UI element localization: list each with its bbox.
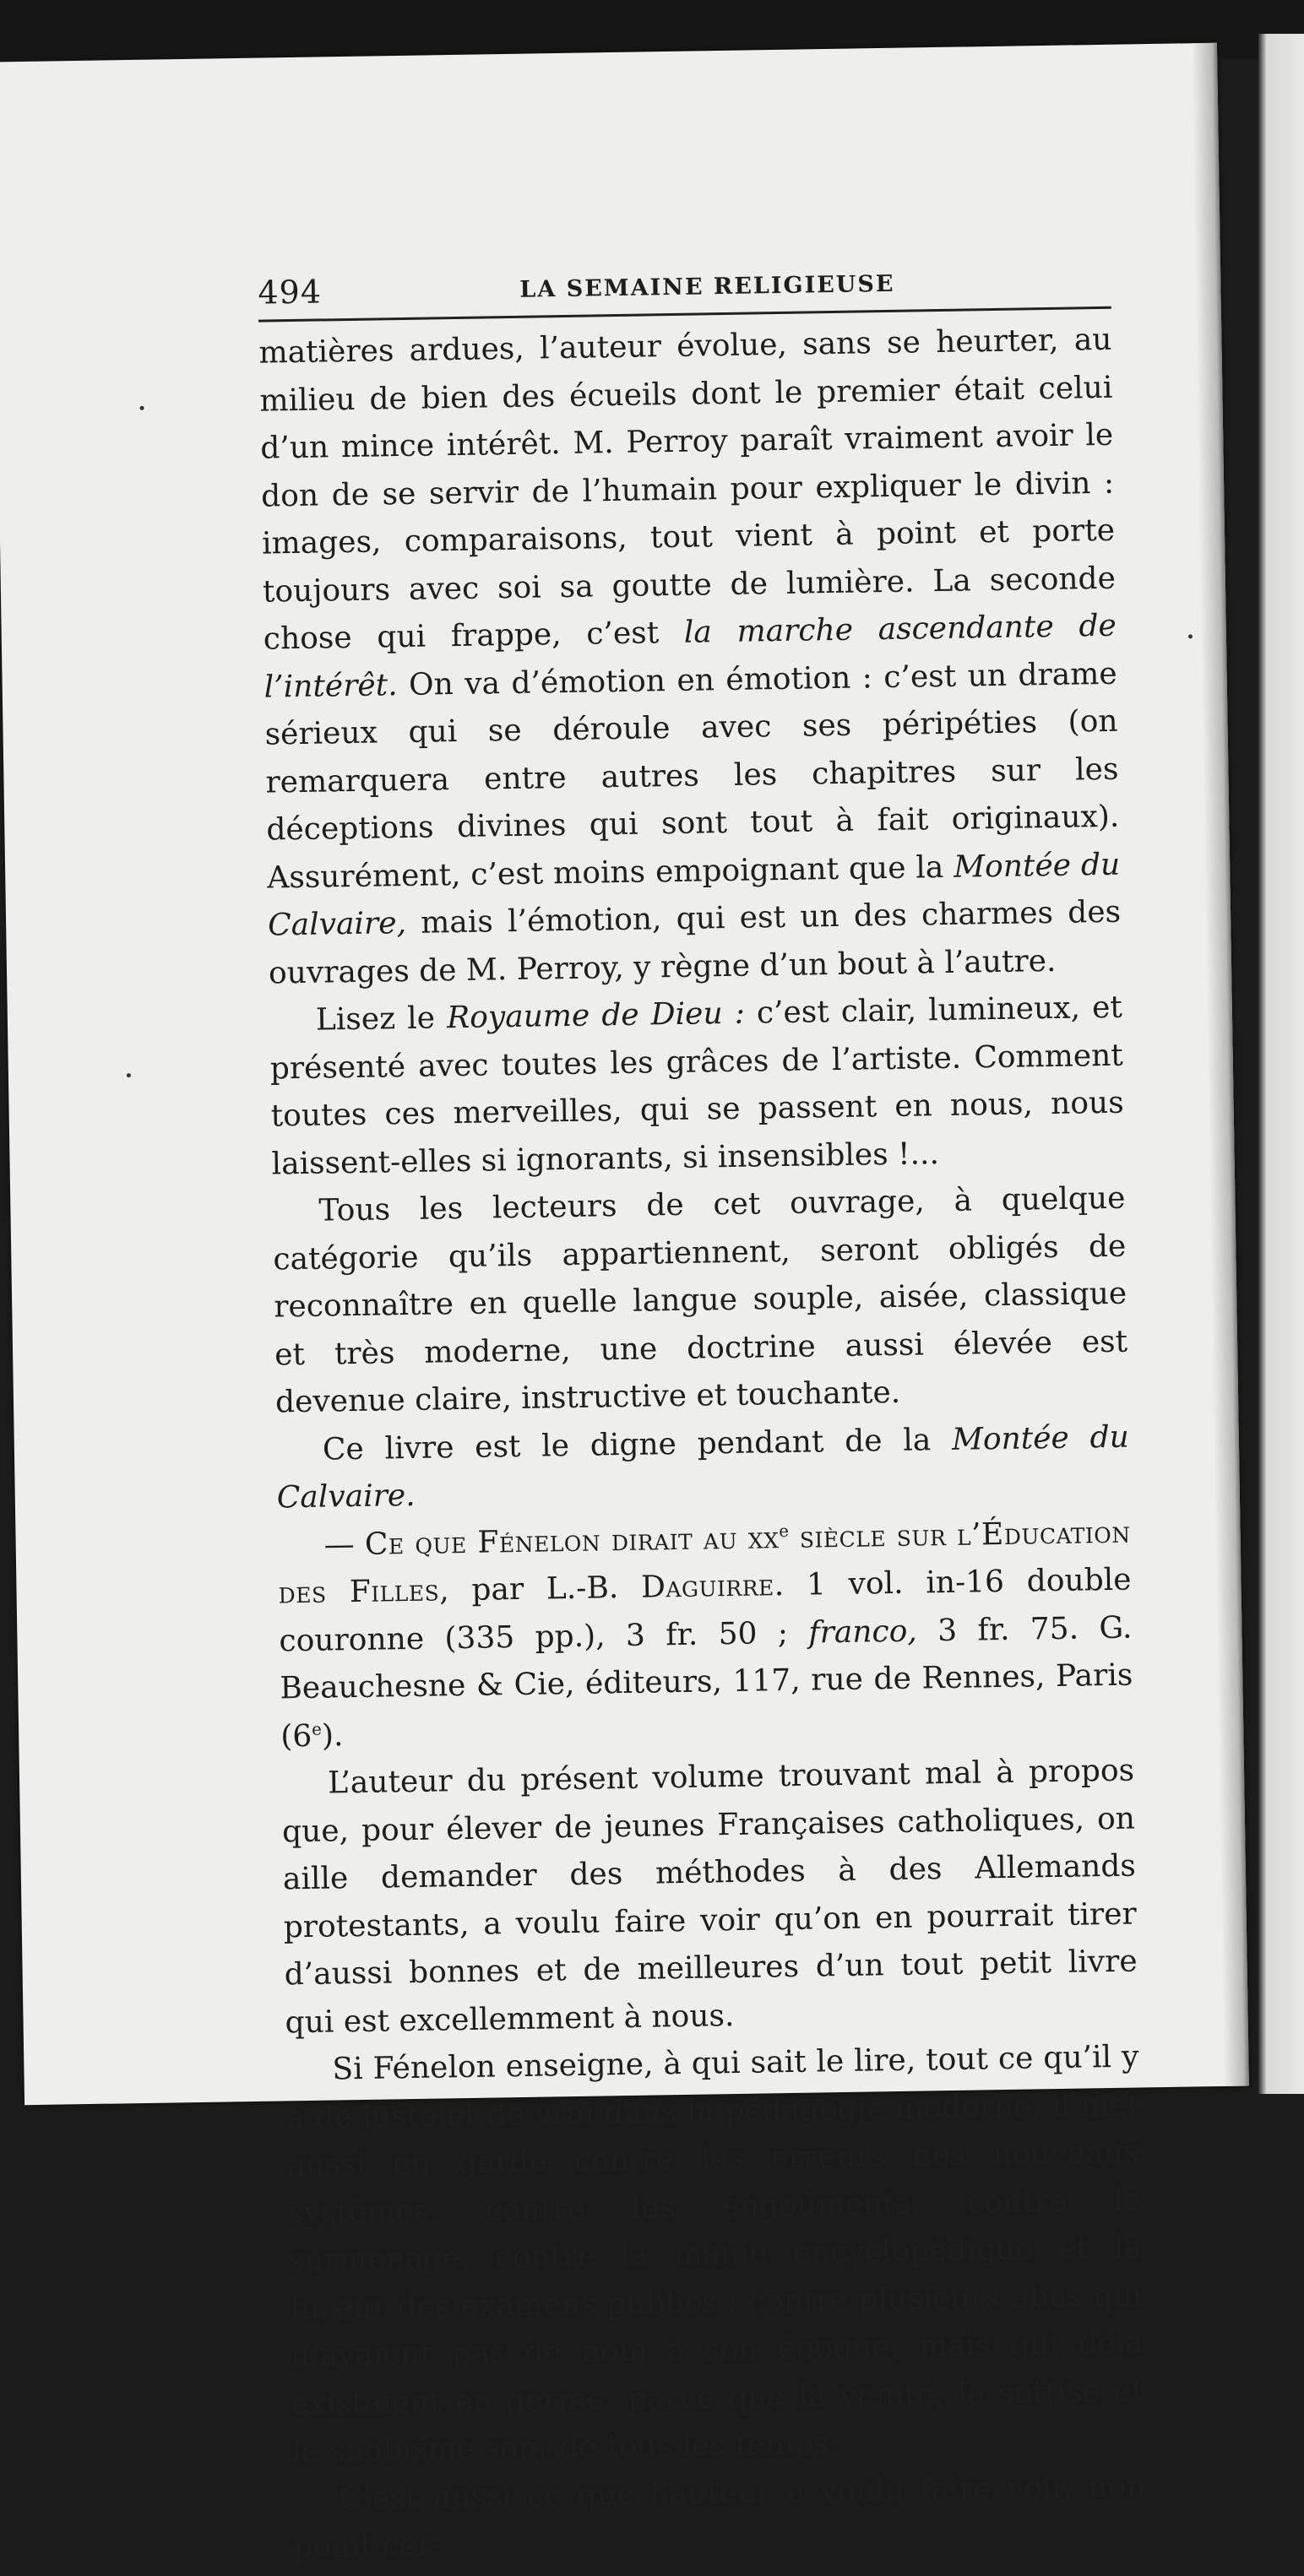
superscript: e [779,1521,790,1541]
text-run: Si Fénelon enseigne, à qui sait le lire, tout ce qu’il y a de juste et de vrai dans la pédagogie moderne, il met aussi en garde contre les erreurs des nouveaux systèmes, contre les engoûments, contre le surmenage, contre la manie encyclopédique et la fureur des examens publics ; contre plusieurs abus qui n’avaient pas de nom à son époque, mais qui déjà existaient en germe, parce que la vanité, la sottise et le snobisme sont de tous les temps. [286,2039,1144,2470]
text-run: . 1 vol. in-16 double couronne (335 pp.), 3 fr. 50 ; [279,1562,1132,1658]
italic-text: la marche ascendante de l’intérêt. [264,608,1117,705]
smallcaps-text: Ce que Fénelon dirait au xx [364,1520,780,1562]
paragraph [292,2463,1147,2572]
page-shadow-edge [1192,43,1249,2086]
text-run: c’est clair, lumineux, et présenté avec toutes les grâces de l’artiste. Comment toutes ces merveilles, qui se passent en nous, nous laissent-elles si ignorants, si insensibles !... [269,990,1124,1182]
text-run: matières ardues, l’auteur évolue, sans se heurter, au milieu de bien des écueils dont le premier était celui d’un mince intérêt. M. Perroy paraît vraiment avoir le don de se servir de l’humain pour expliquer le divin : images, comparaisons, tout vient à point et porte toujours avec soi sa goutte de lumière. La seconde chose qui frappe, c’est [258,322,1117,657]
text-run: L’auteur du présent volume trouvant mal à propos que, pour élever de jeunes Françaises catholiques, on aille demander des méthodes à des Allemands protestants, a voulu faire voir qu’on en pourrait tirer d’aussi bonnes et de meilleures d’un tout petit livre qui est excellemment à nous. [281,1753,1138,2040]
smallcaps-text: siècle sur l’Éducation des Filles [278,1515,1131,1611]
paragraph [285,2034,1145,2476]
italic-text: franco, [808,1613,918,1651]
italic-text: Royaume de Dieu : [446,995,746,1036]
paragraph [272,1175,1128,1427]
text-run: C’est aussi ce que l’auteur a voulu faire voir, non point cer- [293,2468,1146,2565]
print-speck [140,406,144,410]
text-run: — [323,1527,366,1563]
text-run: Ce livre est le digne pendant de la [322,1422,953,1467]
book-page [0,43,1249,2565]
body-text [258,317,1147,2572]
text-run: , par L.-B. [438,1570,642,1608]
smallcaps-text: Daguirre [640,1568,775,1605]
paragraph [269,984,1125,1189]
text-run: On va d’émotion en émotion : c’est un drame sérieux qui se déroule avec ses péripéties (on remarquera entre autres les chapitres sur les déceptions divines qui sont tout à fait originaux). Assurément, c’est moins empoignant que la [264,656,1120,896]
print-speck [1188,634,1193,638]
print-speck [127,1073,131,1077]
text-run: Tous les lecteurs de cet ouvrage, à quelque catégorie qu’ils appartiennent, seront obligés de reconnaître en quelle langue souple, aisée, classique et très moderne, une doctrine aussi élevée est devenue claire, instructive et touchante. [273,1180,1128,1420]
text-run: 3 fr. 75. G. Beauchesne & Cie, éditeurs, 117, rue de Rennes, Paris (6 [280,1610,1133,1754]
paragraph [258,317,1122,998]
paragraph [276,1413,1131,1522]
page-number: 494 [258,273,323,312]
page-header [258,256,1111,323]
adjacent-page-edge [1258,34,1304,2094]
paragraph [277,1509,1133,1760]
italic-text: Montée du Calvaire, [267,847,1121,943]
text-run: Lisez le [315,1001,448,1038]
italic-text: Montée du Calvaire. [276,1419,1130,1516]
text-run: mais l’émotion, qui est un des charmes des ouvrages de M. Perroy, y règne d’un bout à l’autre. [268,894,1122,991]
text-run: ). [321,1717,344,1754]
superscript: e [311,1719,322,1739]
running-title: LA SEMAINE RELIGIEUSE [519,270,895,303]
paragraph [281,1748,1138,2047]
